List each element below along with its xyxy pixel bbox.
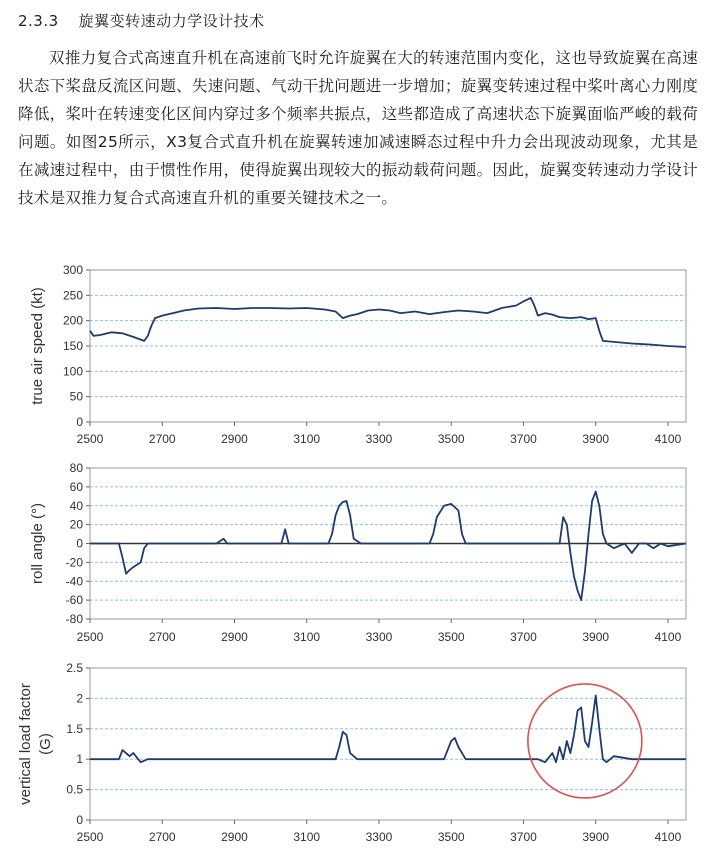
y-tick-label: 0.5	[66, 782, 83, 797]
x-tick-label: 3300	[365, 830, 393, 844]
x-tick-label: 4100	[654, 630, 682, 644]
chart-panel-1	[29, 263, 686, 446]
y-tick-label: 50	[69, 389, 83, 404]
y-axis-label: vertical load factor (G)	[17, 683, 54, 805]
y-tick-label: 200	[62, 313, 83, 328]
x-tick-label: 2500	[76, 830, 104, 844]
y-tick-label: 250	[62, 288, 83, 303]
x-tick-label: 2900	[221, 830, 248, 844]
x-tick-label: 4100	[654, 830, 682, 844]
body-paragraph: 双推力复合式高速直升机在高速前飞时允许旋翼在大的转速范围内变化，这也导致旋翼在高速状态下桨盘反流区问题、失速问题、气动干扰问题进一步增加；旋翼变转速过程中桨叶离心力刚度降低，桨叶在转速变化区间内穿过多个频率共振点，这些都造成了高速状态下旋翼面临严峻的载荷问题。如图25所示，X3复合式直升机在旋翼转速加减速瞬态过程中升力会出现波动现象，尤其是在减速过程中，由于惯性作用，使得旋翼出现较大的振动载荷问题。因此，旋翼变转速动力学设计技术是双推力复合式高速直升机的重要关键技术之一。	[18, 49, 698, 207]
x-tick-label: 3500	[437, 432, 465, 446]
flight-test-figure	[0, 250, 728, 857]
x-tick-label: 3300	[365, 630, 393, 644]
y-tick-label: 100	[62, 364, 83, 379]
x-tick-label: 2500	[76, 630, 104, 644]
x-tick-label: 3500	[437, 830, 465, 844]
x-tick-label: 2500	[76, 432, 104, 446]
x-tick-label: 3500	[437, 630, 465, 644]
x-tick-label: 3100	[293, 432, 321, 446]
x-tick-label: 3100	[293, 630, 321, 644]
y-tick-label: 150	[62, 339, 83, 353]
x-tick-label: 3700	[510, 432, 537, 446]
y-tick-label: 0	[76, 415, 83, 429]
y-tick-label: 2.5	[66, 661, 83, 675]
y-tick-label: -60	[65, 593, 83, 608]
section-title: 旋翼变转速动力学设计技术	[78, 12, 265, 30]
y-tick-label: 300	[62, 263, 83, 277]
y-axis-label: true air speed (kt)	[29, 287, 46, 405]
x-tick-label: 2900	[221, 630, 248, 644]
y-tick-label: -80	[65, 612, 83, 626]
chart-panel-2	[29, 461, 686, 644]
x-tick-label: 3900	[582, 630, 610, 644]
y-tick-label: 2	[76, 691, 83, 706]
x-tick-label: 3100	[293, 830, 321, 844]
section-number: 2.3.3	[18, 12, 59, 30]
x-tick-label: 4100	[654, 432, 682, 446]
y-tick-label: 20	[69, 517, 83, 532]
y-tick-label: 0	[76, 536, 83, 551]
chart-panel-3	[17, 661, 686, 844]
x-tick-label: 3700	[510, 630, 537, 644]
y-tick-label: 80	[69, 461, 83, 475]
y-tick-label: 1.5	[66, 721, 83, 736]
y-axis-label: roll angle (°)	[29, 502, 46, 585]
y-tick-label: 40	[69, 498, 83, 513]
x-tick-label: 2700	[148, 630, 176, 644]
x-tick-label: 3900	[582, 432, 610, 446]
y-tick-label: -40	[65, 574, 83, 589]
x-tick-label: 3700	[510, 830, 537, 844]
y-tick-label: 0	[76, 813, 83, 827]
x-tick-label: 2900	[221, 432, 248, 446]
x-tick-label: 3300	[365, 432, 393, 446]
y-tick-label: 60	[69, 479, 83, 494]
y-tick-label: -20	[65, 555, 83, 570]
x-tick-label: 2700	[148, 830, 176, 844]
x-tick-label: 2700	[148, 432, 176, 446]
y-tick-label: 1	[76, 752, 83, 767]
section-heading	[18, 10, 265, 31]
x-tick-label: 3900	[582, 830, 610, 844]
